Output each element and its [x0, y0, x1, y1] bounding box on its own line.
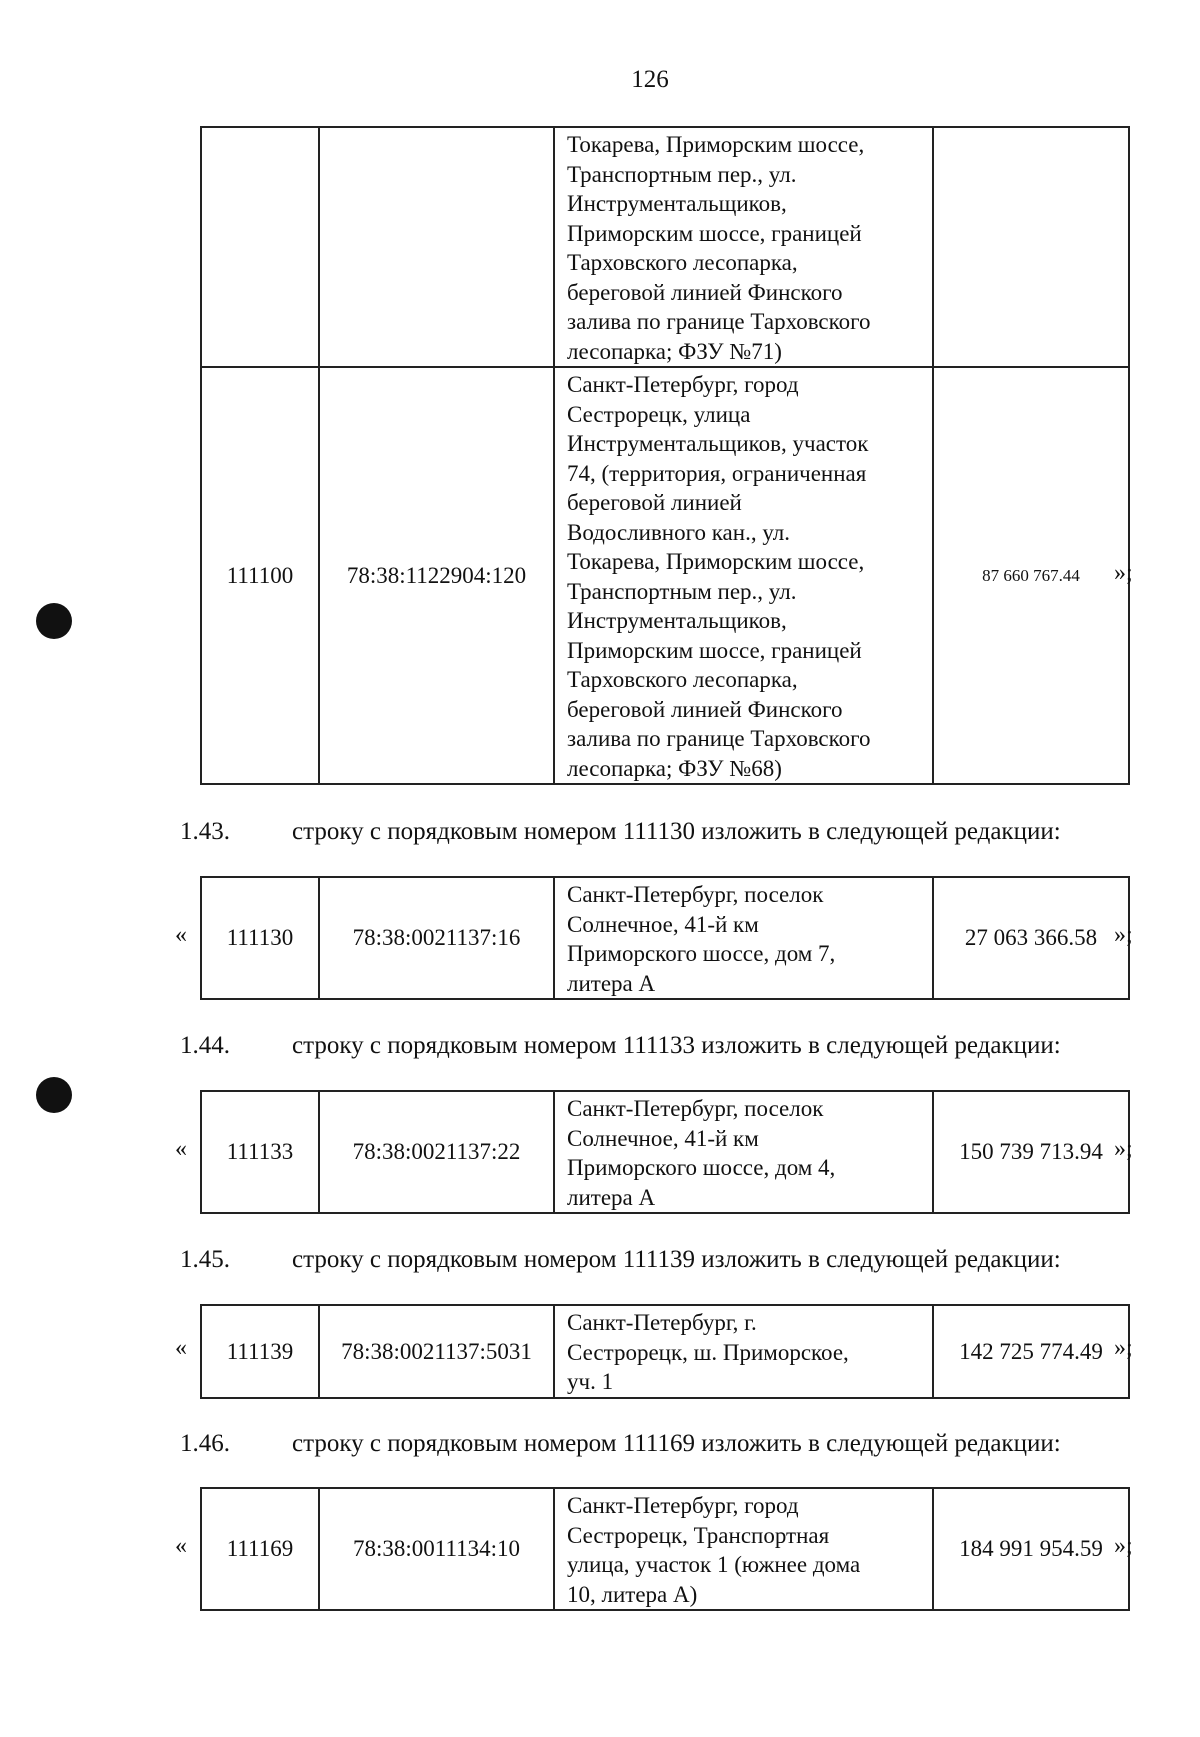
address-line: Инструментальщиков, участок	[567, 431, 869, 456]
punch-hole-mark	[36, 603, 72, 639]
address-cell	[554, 1305, 933, 1398]
address-line: Транспортным пер., ул.	[567, 161, 797, 187]
row-number-cell: 111133	[201, 1091, 319, 1213]
address-line: Приморского шоссе, дом 7,	[567, 941, 836, 966]
table-row	[201, 1488, 1129, 1610]
row-number-cell: 111139	[201, 1305, 319, 1398]
amendment-clause	[180, 1430, 1130, 1458]
row-number-cell: 111100	[201, 367, 319, 784]
value-cell: 150 739 713.94	[933, 1091, 1129, 1213]
cadastral-number-cell	[319, 127, 554, 367]
address-line: Санкт-Петербург, город	[567, 1493, 799, 1518]
address-line: Солнечное, 41-й км	[567, 911, 759, 937]
address-line: Водосливного кан., ул.	[567, 519, 791, 545]
address-line: уч. 1	[567, 1369, 614, 1394]
amendment-table	[200, 1487, 1130, 1611]
table-row	[201, 1091, 1129, 1213]
clause-text: строку с порядковым номером 111133 изложить в следующей редакции:	[292, 1032, 1061, 1059]
address-line: залива по границе Тарховского	[567, 309, 871, 334]
amendment-clause	[180, 1032, 1130, 1060]
closing-quote: »;	[1114, 922, 1133, 948]
closing-quote: »;	[1114, 1335, 1133, 1361]
clause-text: строку с порядковым номером 111169 изложить в следующей редакции:	[292, 1430, 1061, 1457]
value-cell: 27 063 366.58	[933, 877, 1129, 999]
address-line: Тарховского лесопарка,	[567, 250, 798, 275]
value-cell: 184 991 954.59	[933, 1488, 1129, 1610]
cadastral-number-cell: 78:38:1122904:120	[319, 367, 554, 784]
opening-quote: «	[175, 1136, 187, 1162]
row-number-cell: 111130	[201, 877, 319, 999]
value-cell: 87 660 767.44	[933, 367, 1129, 784]
address-line: Транспортным пер., ул.	[567, 578, 797, 604]
address-cell	[554, 1488, 933, 1610]
cadastral-number-cell: 78:38:0021137:5031	[319, 1305, 554, 1398]
amendment-table	[200, 1090, 1130, 1214]
address-line: Санкт-Петербург, поселок	[567, 882, 824, 907]
table-row	[201, 367, 1129, 784]
cadastral-number-cell: 78:38:0021137:22	[319, 1091, 554, 1213]
address-line: Приморским шоссе, границей	[567, 637, 862, 663]
address-line: Санкт-Петербург, г.	[567, 1310, 757, 1335]
address-cell	[554, 1091, 933, 1213]
cadastral-number-cell: 78:38:0011134:10	[319, 1488, 554, 1610]
address-line: Инструментальщиков,	[567, 608, 787, 633]
closing-quote: »;	[1114, 1136, 1133, 1162]
address-line: залива по границе Тарховского	[567, 726, 871, 751]
amendment-table	[200, 1304, 1130, 1399]
address-line: Приморского шоссе, дом 4,	[567, 1155, 836, 1180]
address-line: Сестрорецк, ш. Приморское,	[567, 1339, 849, 1365]
clause-number: 1.45.	[180, 1246, 230, 1273]
address-line: лесопарка; ФЗУ №68)	[567, 755, 782, 781]
address-line: Токарева, Приморским шоссе,	[567, 549, 865, 574]
amendment-table	[200, 876, 1130, 1000]
row-number-cell: 111169	[201, 1488, 319, 1610]
amendment-clause	[180, 818, 1130, 846]
table-row	[201, 127, 1129, 367]
clause-text: строку с порядковым номером 111139 изложить в следующей редакции:	[292, 1246, 1061, 1273]
address-line: Приморским шоссе, границей	[567, 220, 862, 246]
clause-number: 1.43.	[180, 818, 230, 845]
opening-quote: «	[175, 922, 187, 948]
address-cell	[554, 367, 933, 784]
address-line: береговой линией Финского	[567, 279, 843, 305]
table-row	[201, 1305, 1129, 1398]
address-line: Санкт-Петербург, город	[567, 372, 799, 397]
closing-quote: »;	[1114, 560, 1133, 586]
opening-quote: «	[175, 1335, 187, 1361]
address-line: Сестрорецк, улица	[567, 401, 751, 427]
address-line: Токарева, Приморским шоссе,	[567, 132, 865, 157]
value-cell	[933, 127, 1129, 367]
opening-quote: «	[175, 1533, 187, 1559]
address-line: улица, участок 1 (южнее дома	[567, 1552, 861, 1577]
cadastral-number-cell: 78:38:0021137:16	[319, 877, 554, 999]
address-cell	[554, 877, 933, 999]
address-line: Солнечное, 41-й км	[567, 1125, 759, 1151]
address-cell	[554, 127, 933, 367]
clause-number: 1.44.	[180, 1032, 230, 1059]
address-line: береговой линией Финского	[567, 696, 843, 722]
address-line: 10, литера А)	[567, 1581, 698, 1607]
clause-number: 1.46.	[180, 1430, 230, 1457]
row-number-cell	[201, 127, 319, 367]
punch-hole-mark	[36, 1077, 72, 1113]
closing-quote: »;	[1114, 1533, 1133, 1559]
address-line: лесопарка; ФЗУ №71)	[567, 338, 782, 364]
address-line: Тарховского лесопарка,	[567, 667, 798, 692]
amendment-clause	[180, 1246, 1130, 1274]
table-row	[201, 877, 1129, 999]
page-number: 126	[631, 66, 669, 93]
value-cell: 142 725 774.49	[933, 1305, 1129, 1398]
address-line: литера А	[567, 970, 656, 996]
clause-text: строку с порядковым номером 111130 изложить в следующей редакции:	[292, 818, 1061, 845]
register-table-top	[200, 126, 1130, 785]
address-line: литера А	[567, 1184, 656, 1210]
address-line: береговой линией	[567, 490, 742, 515]
address-line: Сестрорецк, Транспортная	[567, 1522, 830, 1548]
address-line: Санкт-Петербург, поселок	[567, 1096, 824, 1121]
address-line: 74, (территория, ограниченная	[567, 460, 867, 486]
address-line: Инструментальщиков,	[567, 191, 787, 216]
